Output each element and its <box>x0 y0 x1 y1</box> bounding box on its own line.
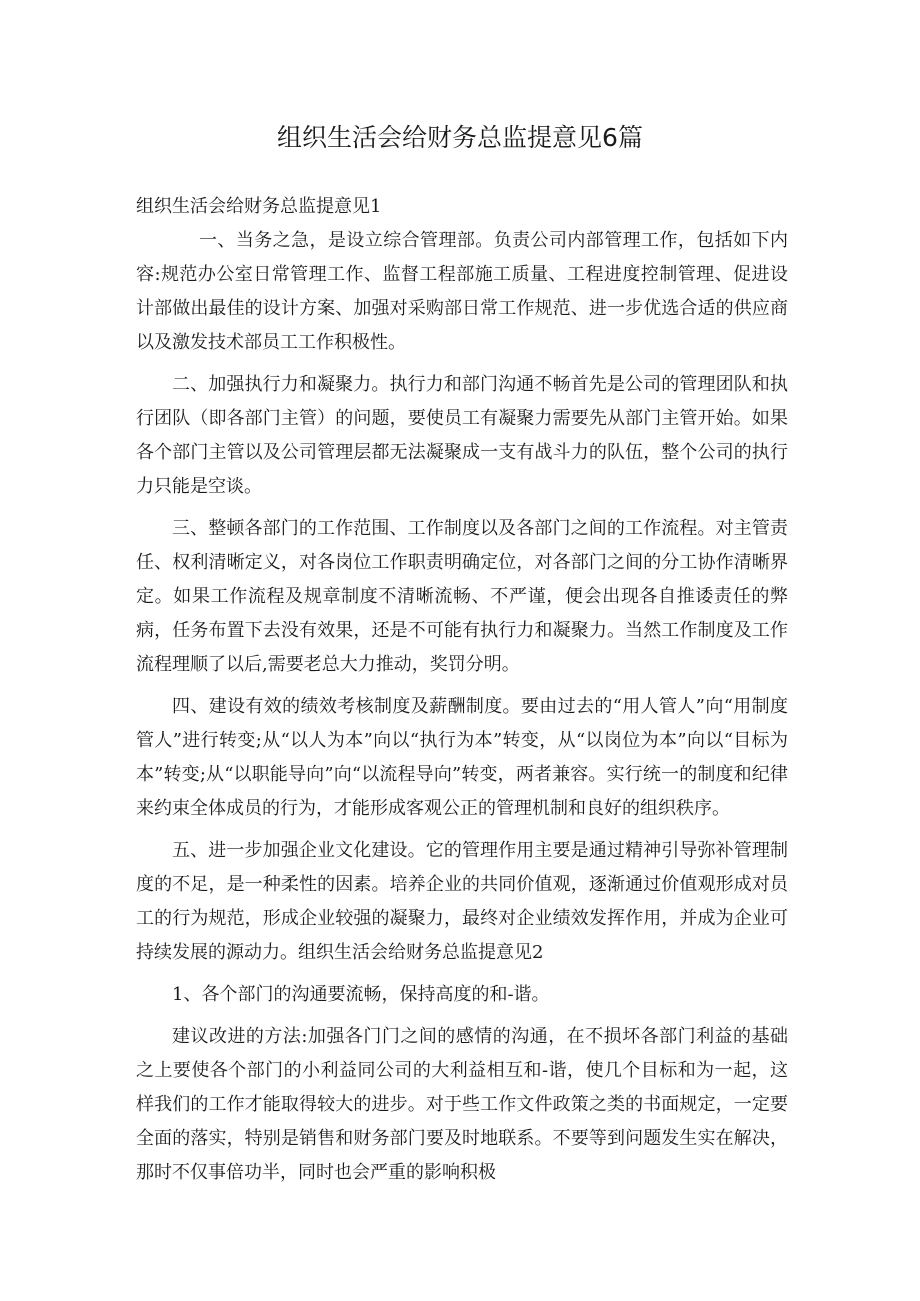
paragraph-2: 二、加强执行力和凝聚力。执行力和部门沟通不畅首先是公司的管理团队和执行团队（即各部门主管）的问题，要使员工有凝聚力需要先从部门主管开始。如果各个部门主管以及公司管理层都无法凝聚成一支有战斗力的队伍，整个公司的执行力只能是空谈。 <box>136 374 788 497</box>
paragraph-7: 建议改进的方法:加强各门门之间的感情的沟通，在不损坏各部门利益的基础之上要使各个部门的小利益同公司的大利益相互和-谐，使几个目标和为一起，这样我们的工作才能取得较大的进步。对于些工作文件政策之类的书面规定，一定要全面的落实，特别是销售和财务部门要及时地联系。不要等到问题发生实在解决，那时不仅事倍功半，同时也会严重的影响积极 <box>136 1026 788 1183</box>
paragraph-4: 四、建设有效的绩效考核制度及薪酬制度。要由过去的“用人管人”向“用制度管人”进行转变;从“以人为本”向以“执行为本”转变，从“以岗位为本”向以“目标为本”转变;从“以职能导向”向“以流程导向”转变，两者兼容。实行统一的制度和纪律来约束全体成员的行为，才能形成客观公正的管理机制和良好的组织秩序。 <box>136 696 788 819</box>
paragraph-6: 1、各个部门的沟通要流畅，保持高度的和-谐。 <box>172 984 550 1005</box>
paragraph-5: 五、进一步加强企业文化建设。它的管理作用主要是通过精神引导弥补管理制度的不足，是一种柔性的因素。培养企业的共同价值观，逐渐通过价值观形成对员工的行为规范，形成企业较强的凝聚力，最终对企业绩效发挥作用，并成为企业可持续发展的源动力。组织生活会给财务总监提意见2 <box>136 840 788 963</box>
document-title: 组织生活会给财务总监提意见6篇 <box>277 123 643 152</box>
document-body <box>136 190 788 1198</box>
paragraph-1: 一、当务之急，是设立综合管理部。负责公司内部管理工作，包括如下内容:规范办公室日常管理工作、监督工程部施工质量、工程进度控制管理、促进设计部做出最佳的设计方案、加强对采购部日常工作规范、进一步优选合适的供应商以及激发技术部员工工作积极性。 <box>136 230 788 353</box>
paragraph-3: 三、整顿各部门的工作范围、工作制度以及各部门之间的工作流程。对主管责任、权利清晰定义，对各岗位工作职责明确定位，对各部门之间的分工协作清晰界定。如果工作流程及规章制度不清晰流畅、不严谨，便会出现各自推诿责任的弊病，任务布置下去没有效果，还是不可能有执行力和凝聚力。当然工作制度及工作流程理顺了以后,需要老总大力推动，奖罚分明。 <box>136 518 788 675</box>
section-heading-1: 组织生活会给财务总监提意见1 <box>136 196 382 217</box>
